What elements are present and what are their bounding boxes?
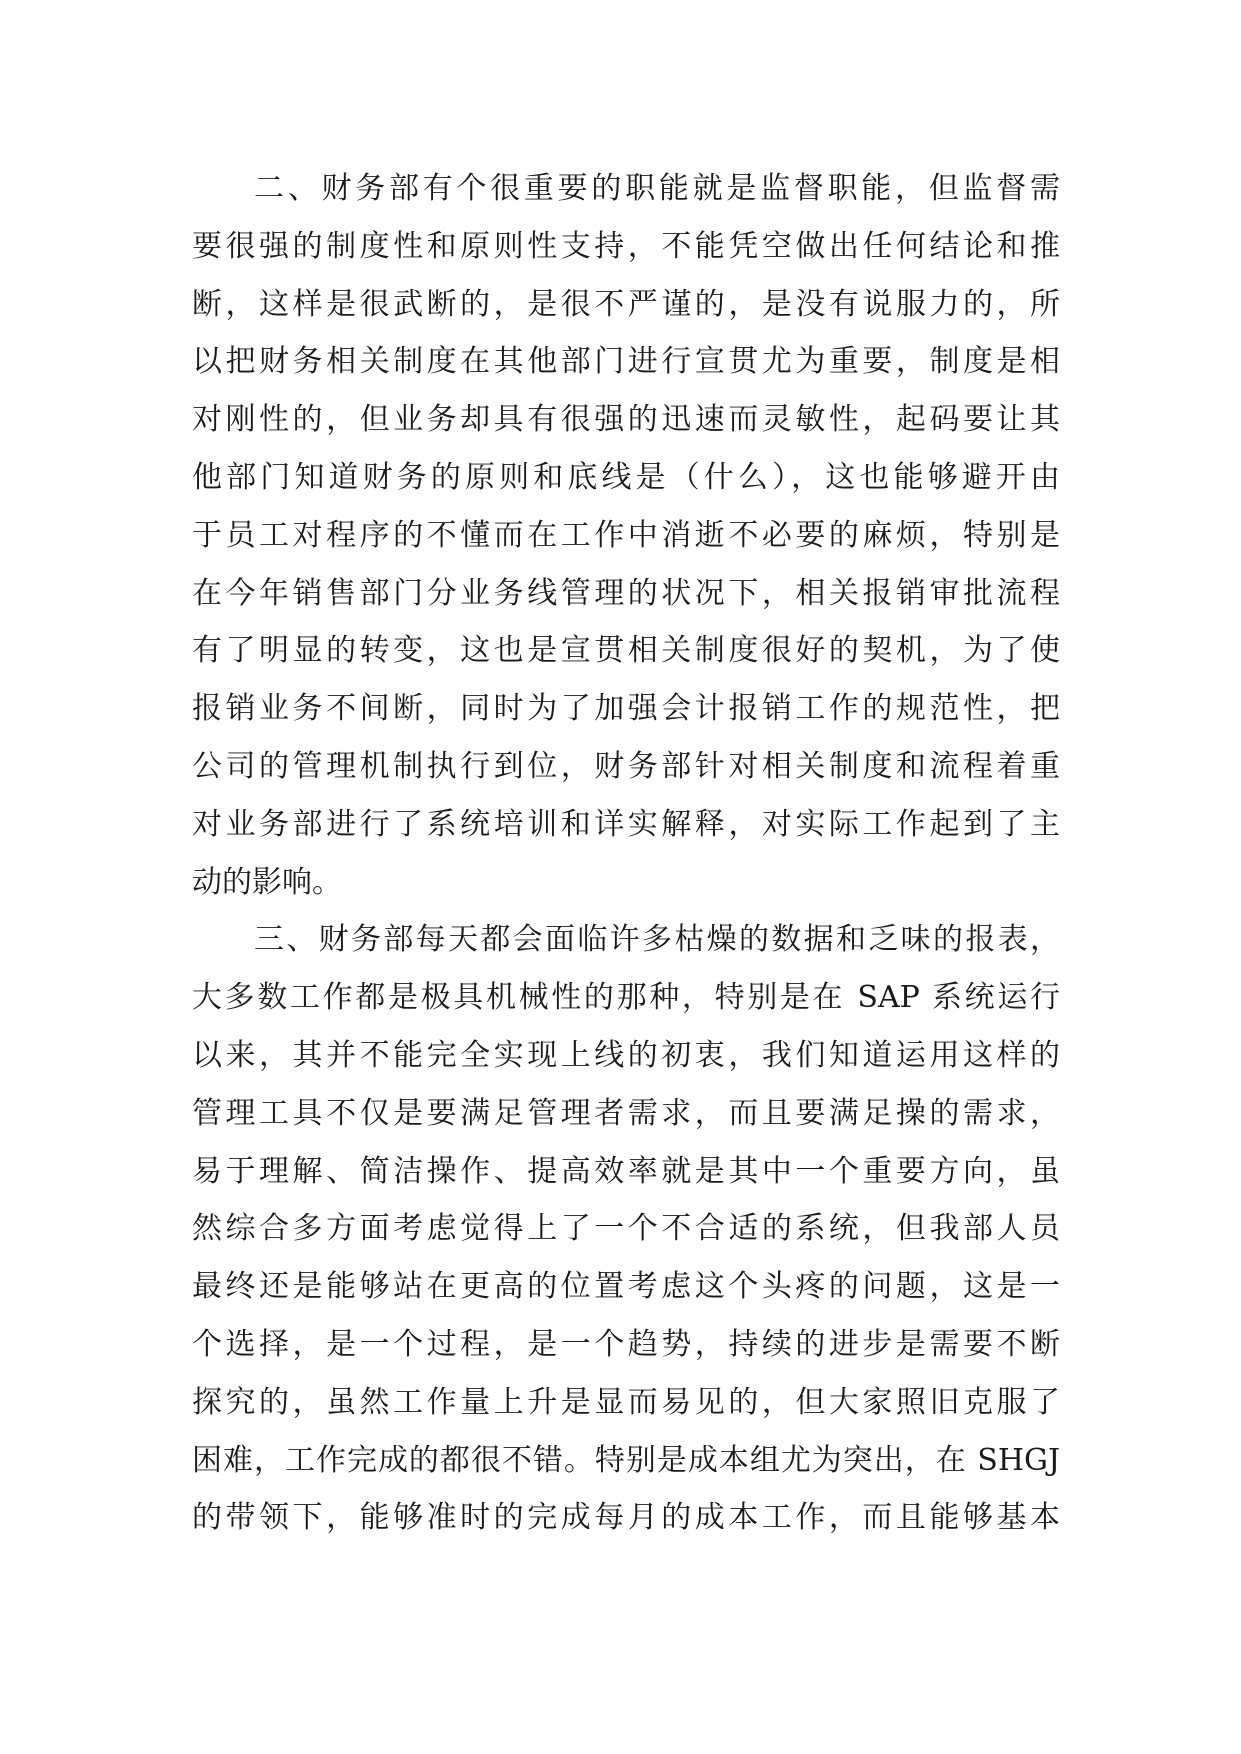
text-line: 大多数工作都是极具机械性的那种，特别是在 SAP 系统运行 bbox=[192, 980, 1060, 1016]
text-line: 最终还是能够站在更高的位置考虑这个头疼的问题，这是一 bbox=[192, 1269, 1060, 1305]
text-line: 探究的，虽然工作量上升是显而易见的，但大家照旧克服了 bbox=[192, 1384, 1060, 1420]
text-line: 然综合多方面考虑觉得上了一个不合适的系统，但我部人员 bbox=[192, 1211, 1060, 1247]
text-line: 有了明显的转变，这也是宣贯相关制度很好的契机，为了使 bbox=[192, 633, 1060, 669]
text-line: 他部门知道财务的原则和底线是（什么），这也能够避开由 bbox=[192, 459, 1060, 495]
paragraph-sap-system bbox=[192, 911, 1060, 1547]
text-line: 二、财务部有个很重要的职能就是监督职能，但监督需 bbox=[254, 171, 1060, 206]
paragraph-supervision bbox=[192, 160, 1060, 911]
text-line: 公司的管理机制执行到位，财务部针对相关制度和流程着重 bbox=[192, 748, 1060, 784]
document-body bbox=[192, 160, 1060, 1547]
text-line: 管理工具不仅是要满足管理者需求，而且要满足操的需求， bbox=[192, 1095, 1060, 1131]
text-line: 动的影响。 bbox=[192, 864, 342, 900]
text-line: 个选择，是一个过程，是一个趋势，持续的进步是需要不断 bbox=[192, 1326, 1060, 1362]
text-line: 以把财务相关制度在其他部门进行宣贯尤为重要，制度是相 bbox=[192, 344, 1060, 380]
text-line: 的带领下，能够准时的完成每月的成本工作，而且能够基本 bbox=[192, 1500, 1060, 1536]
text-line: 三、财务部每天都会面临许多枯燥的数据和乏味的报表， bbox=[254, 922, 1060, 958]
text-line: 对业务部进行了系统培训和详实解释，对实际工作起到了主 bbox=[192, 806, 1060, 842]
text-line: 易于理解、简洁操作、提高效率就是其中一个重要方向，虽 bbox=[192, 1153, 1060, 1189]
text-line: 于员工对程序的不懂而在工作中消逝不必要的麻烦，特别是 bbox=[192, 517, 1060, 553]
text-line: 报销业务不间断，同时为了加强会计报销工作的规范性，把 bbox=[192, 691, 1060, 727]
text-line: 在今年销售部门分业务线管理的状况下，相关报销审批流程 bbox=[192, 575, 1060, 611]
text-line: 以来，其并不能完全实现上线的初衷，我们知道运用这样的 bbox=[192, 1037, 1060, 1073]
text-line: 要很强的制度性和原则性支持，不能凭空做出任何结论和推 bbox=[192, 228, 1060, 264]
text-line: 对刚性的，但业务却具有很强的迅速而灵敏性，起码要让其 bbox=[192, 402, 1060, 438]
text-line: 困难，工作完成的都很不错。特别是成本组尤为突出，在 SHGJ bbox=[192, 1442, 1060, 1478]
text-line: 断，这样是很武断的，是很不严谨的，是没有说服力的，所 bbox=[192, 286, 1060, 322]
